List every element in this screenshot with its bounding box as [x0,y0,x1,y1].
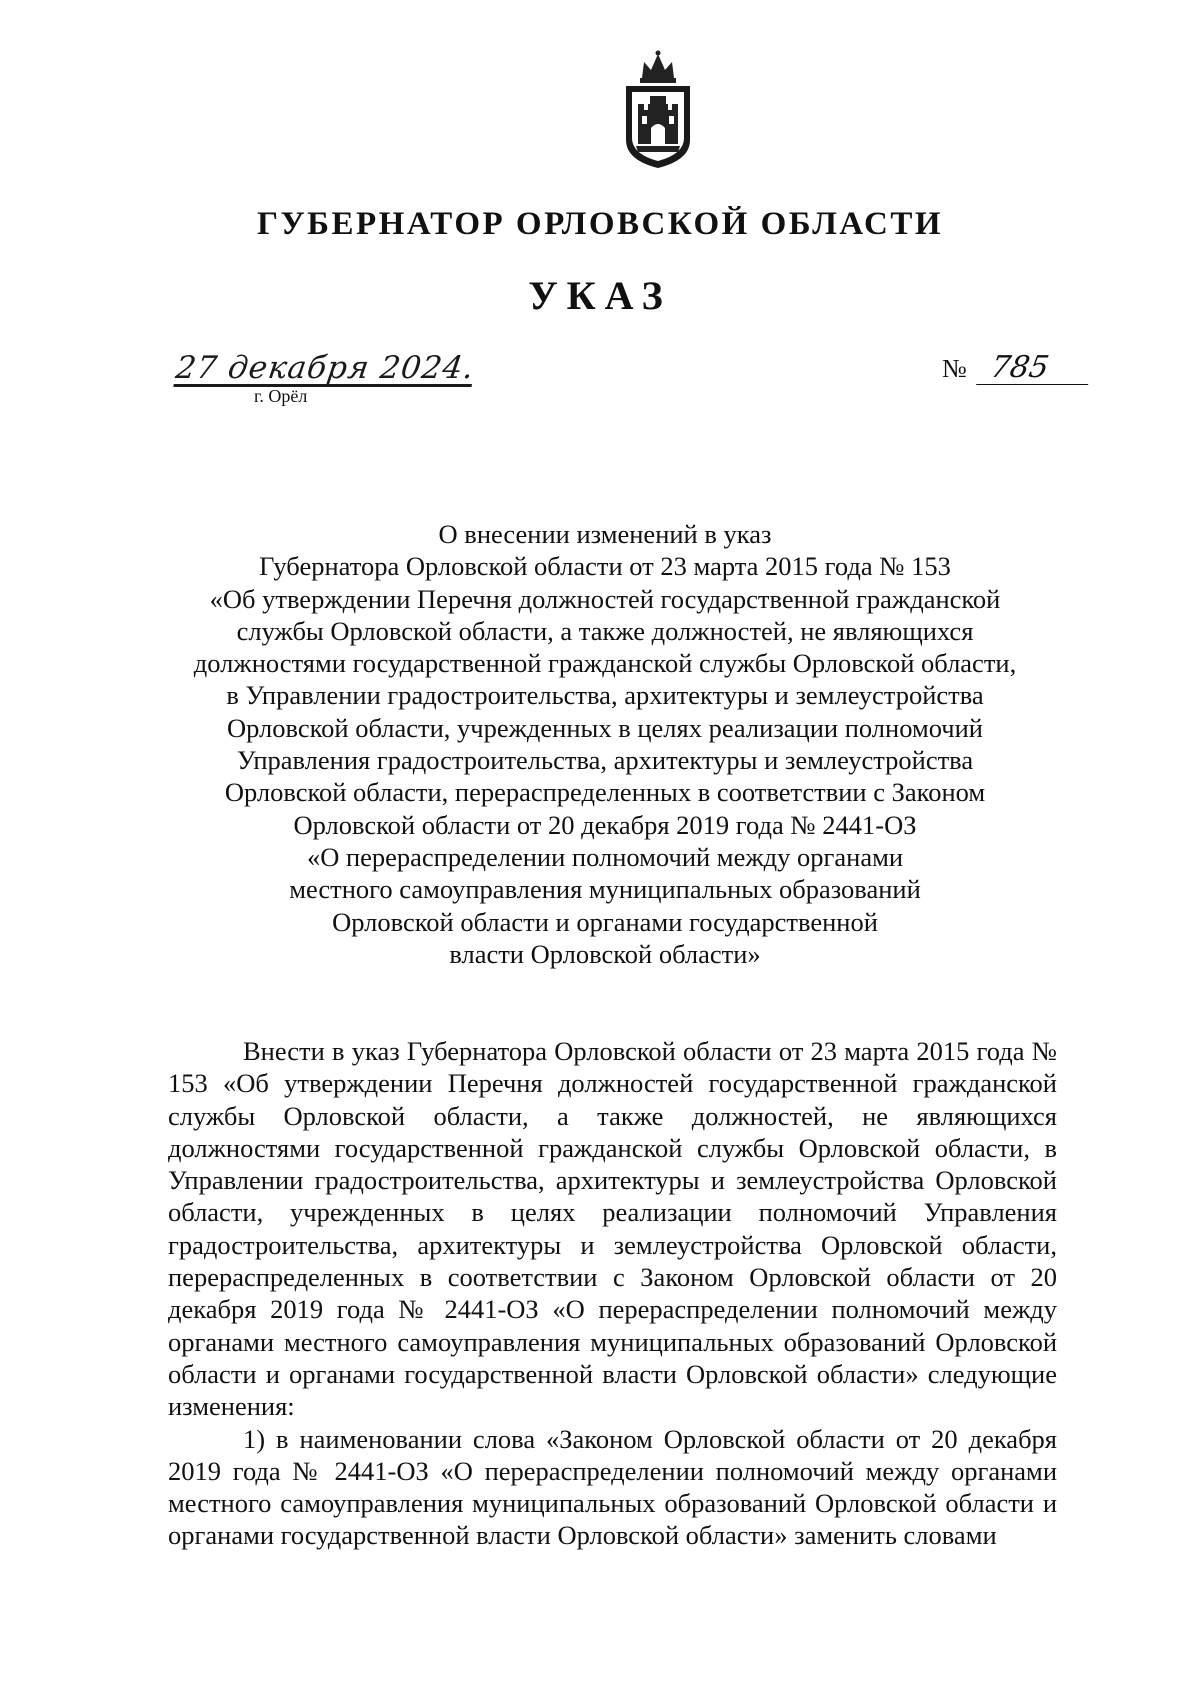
handwritten-number: 785 [976,352,1094,385]
title-line: Губернатора Орловской области от 23 марта 2015 года № 153 [259,551,951,582]
document-body [168,1035,1057,1552]
body-paragraph-1: Внести в указ Губернатора Орловской области от 23 марта 2015 года № 153 «Об утверждении Перечня должностей государственной гражданской службы Орловской области, а также должностей, не являющихся должностями государственной гражданской службы Орловской области, в Управлении градостроительства, архитектуры и землеустройства Орловской области, учрежденных в целях реализации полномочий Управления градостроительства, архитектуры и землеустройства Орловской области, перераспределенных в соответствии с Законом Орловской области от 20 декабря 2019 года № 2441-ОЗ «О перераспределении полномочий между органами местного самоуправления муниципальных образований Орловской области и органами государственной власти Орловской области» следующие изменения: [168,1036,1057,1422]
title-line: «Об утверждении Перечня должностей государственной гражданской [209,583,1001,614]
title-line: власти Орловской области» [449,938,761,969]
document-type-heading: УКАЗ [528,273,672,318]
title-line: «О перераспределении полномочий между органами [306,841,904,872]
city-label: г. Орёл [254,386,308,406]
body-paragraph-2: 1) в наименовании слова «Законом Орловской области от 20 декабря 2019 года № 2441-ОЗ «О перераспределении полномочий между органами местного самоуправления муниципальных образований Орловской области и органами государственной власти Орловской области» заменить словами [168,1423,1057,1551]
coat-of-arms-emblem-icon [620,48,696,170]
title-line: Орловской области от 20 декабря 2019 года № 2441-ОЗ [293,809,917,840]
title-line: Орловской области, учрежденных в целях реализации полномочий [226,712,983,743]
title-line: службы Орловской области, а также должностей, не являющихся [236,615,974,646]
title-line: местного самоуправления муниципальных образований [289,874,921,905]
title-line: Орловской области и органами государственной [332,906,878,937]
number-prefix: № [942,354,967,383]
title-line: О внесении изменений в указ [438,519,772,549]
title-line: Орловской области, перераспределенных в соответствии с Законом [224,777,986,808]
document-number [942,352,1091,385]
title-line: должностями государственной гражданской службы Орловской области, [193,648,1017,679]
title-line: в Управлении градостроительства, архитектуры и землеустройства [226,680,984,711]
issuing-authority-heading: ГУБЕРНАТОР ОРЛОВСКОЙ ОБЛАСТИ [256,206,944,242]
title-line: Управления градостроительства, архитектуры и землеустройства [236,745,974,776]
document-title [170,518,1040,970]
handwritten-date: 27 декабря 2024. [173,350,477,386]
